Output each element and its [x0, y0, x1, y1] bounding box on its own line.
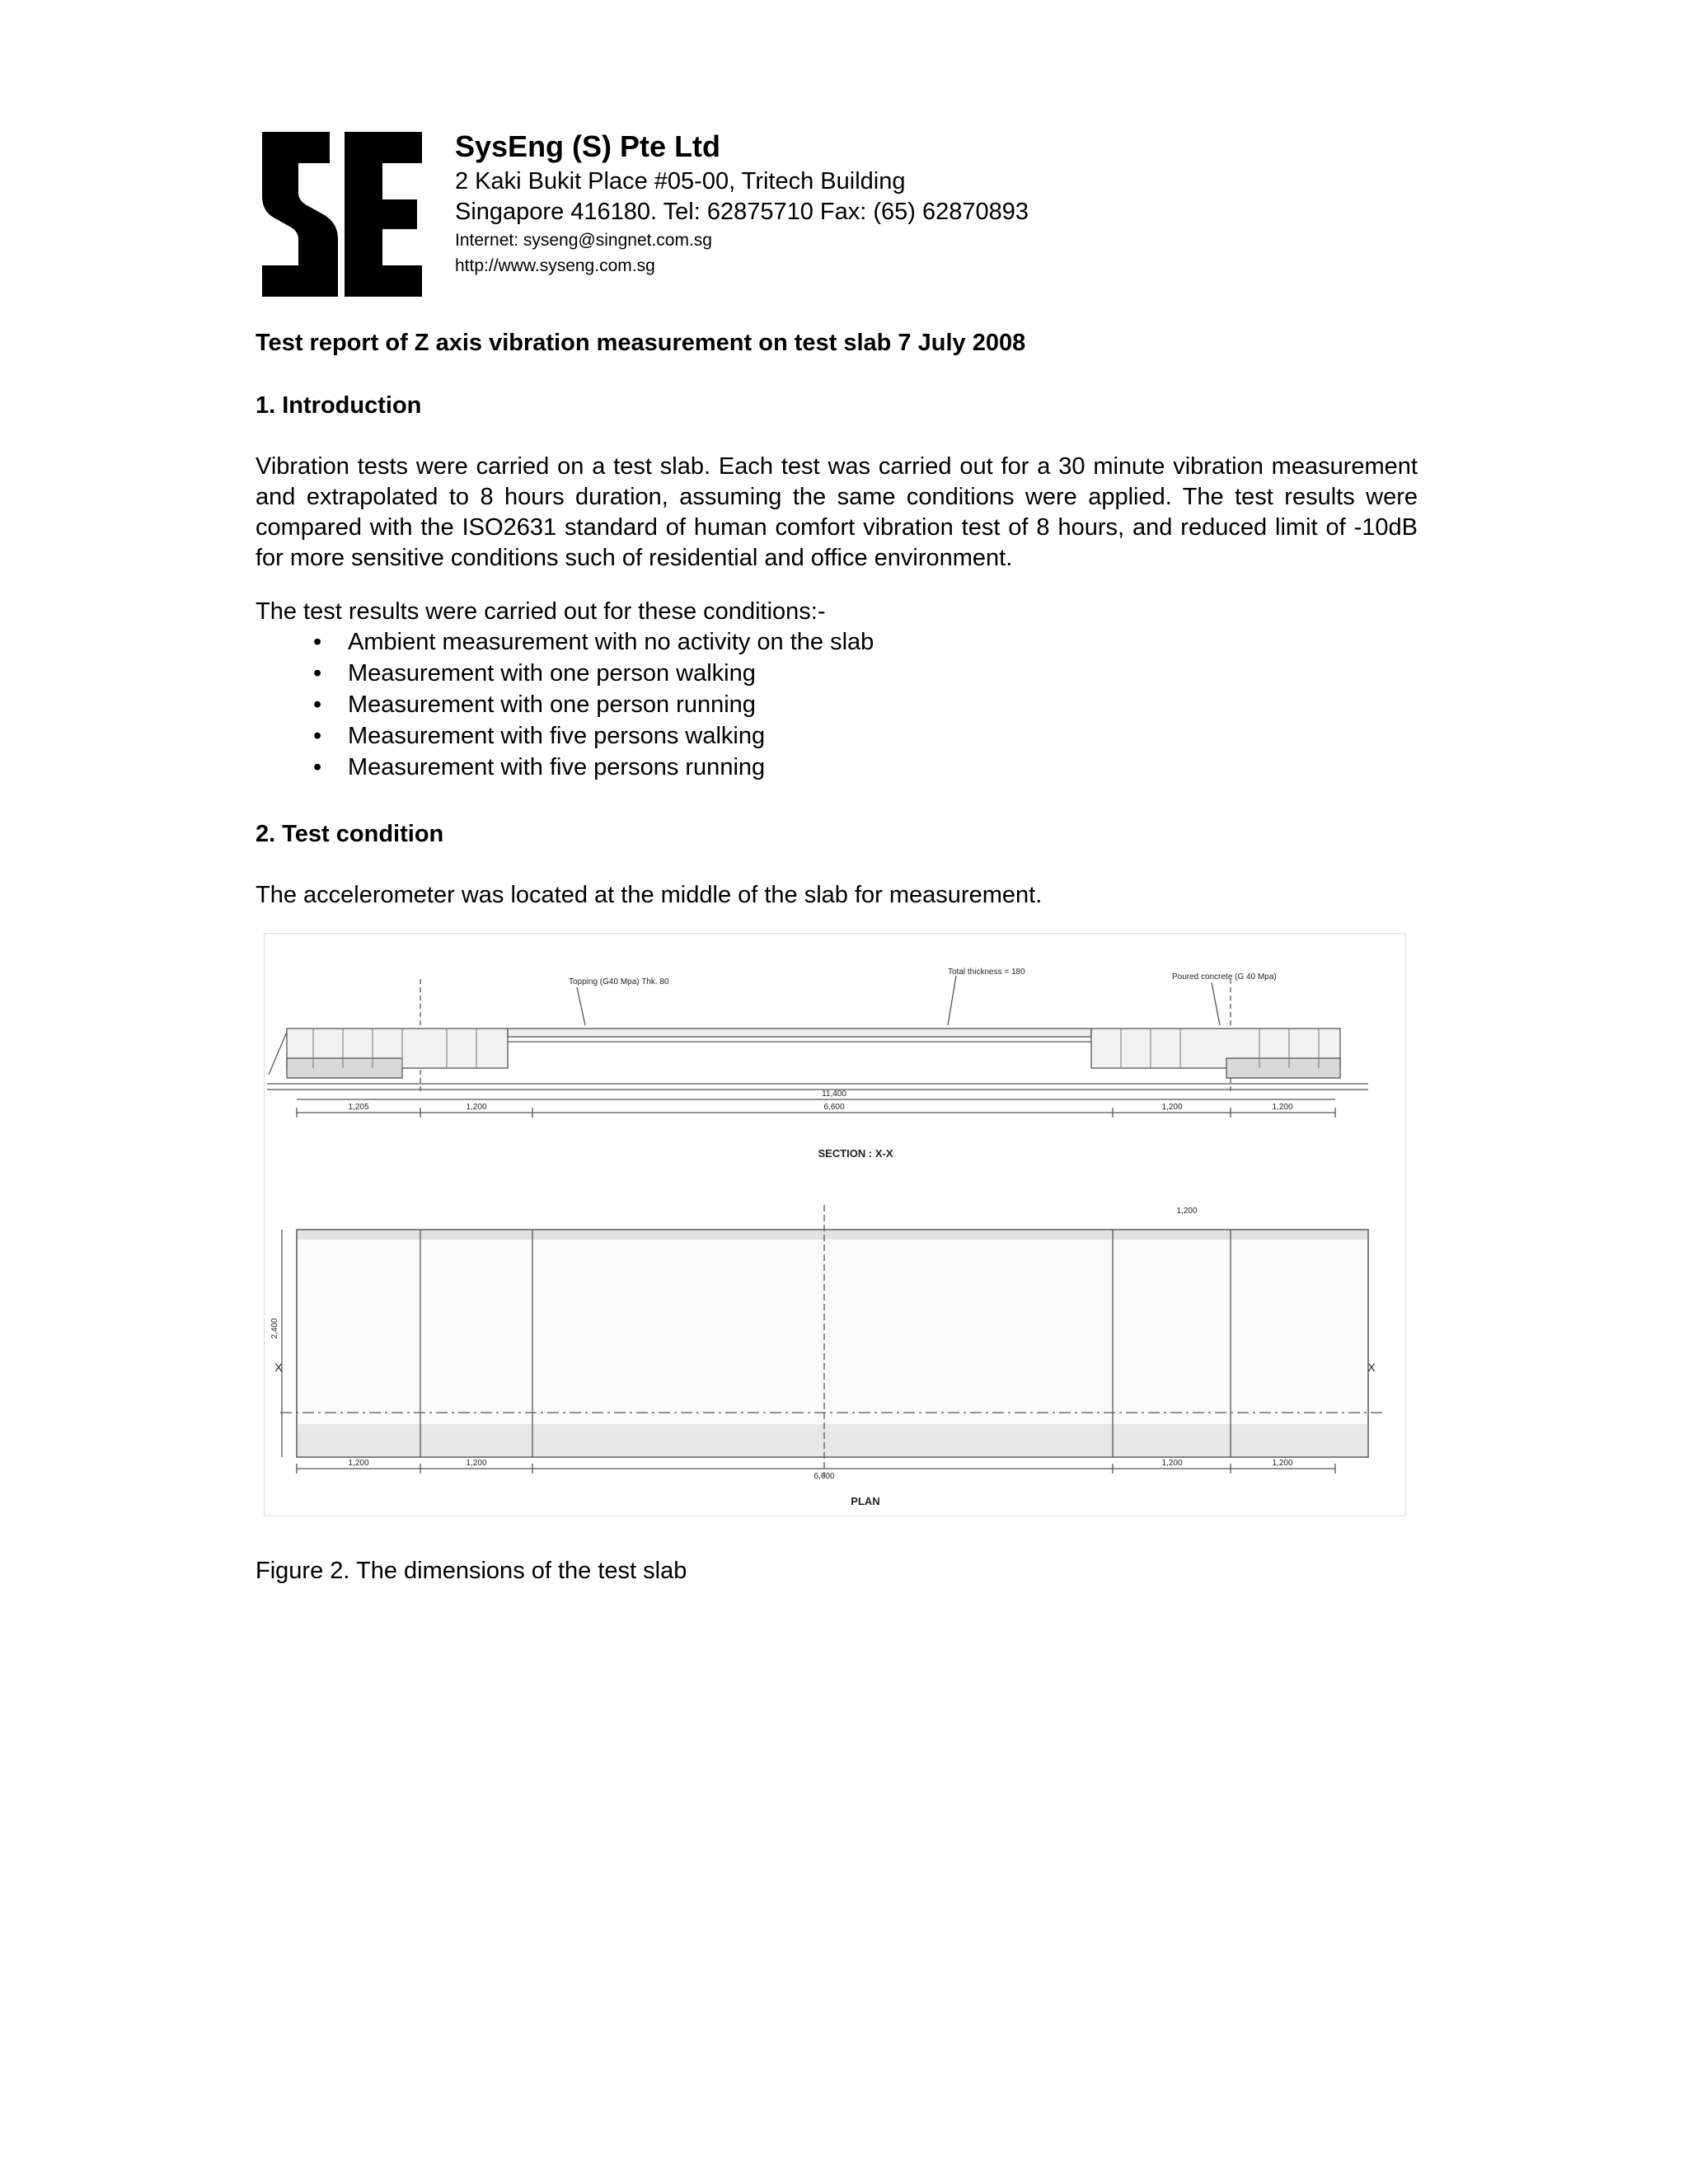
company-name: SysEng (S) Pte Ltd	[455, 129, 721, 163]
figure-caption: Figure 2. The dimensions of the test slab	[256, 1558, 687, 1584]
overall-dimension: 11,400	[822, 1090, 846, 1099]
section-dim: 1,200	[466, 1103, 487, 1112]
company-address: 2 Kaki Bukit Place #05-00, Tritech Building	[455, 168, 906, 194]
section-dim: 1,205	[348, 1103, 369, 1112]
conditions-intro: The test results were carried out for these conditions:-	[256, 598, 826, 625]
section-dim: 1,200	[1272, 1103, 1293, 1112]
company-phone-fax: Singapore 416180. Tel: 62875710 Fax: (65) 62870893	[455, 199, 1029, 225]
bullet-icon: •	[313, 629, 322, 655]
section-title: SECTION : X-X	[818, 1147, 893, 1160]
poured-concrete-label: Poured concrete (G 40 Mpa)	[1172, 972, 1277, 982]
plan-title: PLAN	[851, 1495, 880, 1507]
bullet-icon: •	[313, 660, 322, 687]
plan-dim: 1,200	[466, 1459, 487, 1468]
report-title: Test report of Z axis vibration measurement on test slab 7 July 2008	[256, 330, 1026, 356]
plan-view	[280, 1205, 1385, 1477]
company-website: http://www.syseng.com.sg	[455, 256, 655, 275]
section-marker-left: X	[274, 1361, 283, 1374]
list-item: • Measurement with five persons running	[313, 752, 874, 783]
plan-dim: 6,600	[814, 1472, 835, 1481]
test-condition-paragraph: The accelerometer was located at the middle of the slab for measurement.	[256, 882, 1043, 908]
section-1-heading: 1. Introduction	[256, 392, 422, 419]
list-item: • Measurement with five persons walking	[313, 720, 874, 752]
section-marker-right: X	[1367, 1361, 1376, 1374]
conditions-list	[313, 626, 874, 783]
list-item: • Measurement with one person running	[313, 689, 874, 720]
bullet-icon: •	[313, 691, 322, 718]
list-item: • Measurement with one person walking	[313, 658, 874, 689]
topping-label: Topping (G40 Mpa) Thk. 80	[569, 977, 669, 987]
list-item: • Ambient measurement with no activity on the slab	[313, 626, 874, 658]
company-info	[455, 129, 1029, 279]
company-email: Internet: syseng@singnet.com.sg	[455, 231, 712, 250]
plan-dim: 1,200	[1161, 1459, 1183, 1468]
bullet-icon: •	[313, 723, 322, 749]
bullet-icon: •	[313, 754, 322, 780]
plan-dim: 1,200	[1272, 1459, 1293, 1468]
section-dim: 6,600	[823, 1103, 845, 1112]
syseng-logo	[259, 132, 422, 297]
section-dim: 1,200	[1161, 1103, 1183, 1112]
thickness-label: Total thickness = 180	[948, 968, 1025, 977]
section-2-heading: 2. Test condition	[256, 821, 444, 847]
plan-side-dim: 2,400	[270, 1318, 279, 1339]
plan-dim: 1,200	[348, 1459, 369, 1468]
plan-top-dim: 1,200	[1176, 1207, 1198, 1216]
slab-drawing	[264, 933, 1406, 1516]
intro-paragraph: Vibration tests were carried on a test slab. Each test was carried out for a 30 minute vibration measurement and extrapolated to 8 hours duration, assuming the same conditions were applied. The test results were compared with the ISO2631 standard of human comfort vibration test of 8 hours, and reduced limit of -10dB for more sensitive conditions such of residential and office environment.	[256, 453, 1418, 571]
